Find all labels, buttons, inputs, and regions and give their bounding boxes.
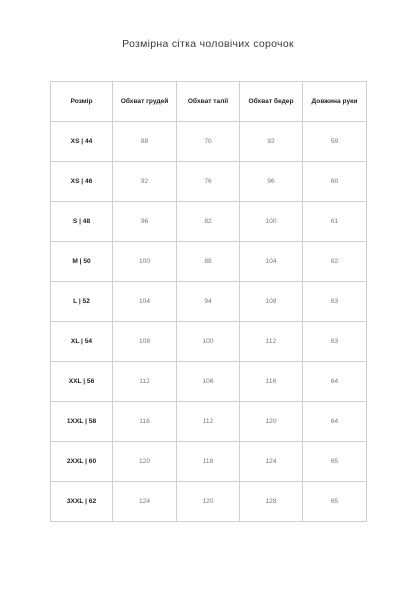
cell-sleeve: 65 [303, 442, 367, 482]
cell-chest: 92 [113, 162, 177, 202]
cell-chest: 120 [113, 442, 177, 482]
cell-size: L | 52 [51, 282, 113, 322]
cell-size: S | 48 [51, 202, 113, 242]
table-row [51, 322, 367, 362]
header-hips: Обхват бедер [240, 82, 303, 122]
cell-size: XXL | 56 [51, 362, 113, 402]
cell-size: XL | 54 [51, 322, 113, 362]
cell-waist: 76 [177, 162, 240, 202]
table-row [51, 242, 367, 282]
cell-waist: 118 [177, 442, 240, 482]
cell-waist: 82 [177, 202, 240, 242]
table-row [51, 282, 367, 322]
cell-sleeve: 63 [303, 322, 367, 362]
cell-size: XS | 44 [51, 122, 113, 162]
cell-sleeve: 60 [303, 162, 367, 202]
cell-chest: 100 [113, 242, 177, 282]
cell-hips: 120 [240, 402, 303, 442]
cell-chest: 104 [113, 282, 177, 322]
cell-chest: 112 [113, 362, 177, 402]
header-chest: Обхват грудей [113, 82, 177, 122]
cell-sleeve: 62 [303, 242, 367, 282]
table-header-row [51, 82, 367, 122]
cell-chest: 88 [113, 122, 177, 162]
cell-hips: 112 [240, 322, 303, 362]
page-title: Розмірна сітка чоловічих сорочок [122, 38, 294, 50]
cell-sleeve: 61 [303, 202, 367, 242]
cell-size: XS | 46 [51, 162, 113, 202]
cell-size: 1XXL | 58 [51, 402, 113, 442]
cell-waist: 112 [177, 402, 240, 442]
header-size: Розмір [51, 82, 113, 122]
cell-chest: 124 [113, 482, 177, 522]
cell-hips: 128 [240, 482, 303, 522]
cell-hips: 104 [240, 242, 303, 282]
cell-hips: 116 [240, 362, 303, 402]
cell-sleeve: 59 [303, 122, 367, 162]
header-sleeve: Довжина руки [303, 82, 367, 122]
cell-waist: 88 [177, 242, 240, 282]
size-chart-table [50, 81, 367, 522]
cell-hips: 108 [240, 282, 303, 322]
cell-chest: 116 [113, 402, 177, 442]
header-waist: Обхват талії [177, 82, 240, 122]
cell-sleeve: 63 [303, 282, 367, 322]
cell-waist: 94 [177, 282, 240, 322]
table-row [51, 202, 367, 242]
cell-chest: 108 [113, 322, 177, 362]
cell-waist: 106 [177, 362, 240, 402]
table-body [51, 122, 367, 522]
cell-sleeve: 65 [303, 482, 367, 522]
cell-hips: 92 [240, 122, 303, 162]
table-row [51, 362, 367, 402]
cell-chest: 96 [113, 202, 177, 242]
table-row [51, 442, 367, 482]
cell-size: 3XXL | 62 [51, 482, 113, 522]
cell-hips: 124 [240, 442, 303, 482]
cell-hips: 96 [240, 162, 303, 202]
cell-size: 2XXL | 60 [51, 442, 113, 482]
cell-sleeve: 64 [303, 362, 367, 402]
cell-sleeve: 64 [303, 402, 367, 442]
cell-waist: 100 [177, 322, 240, 362]
table-row [51, 122, 367, 162]
cell-size: M | 50 [51, 242, 113, 282]
cell-waist: 120 [177, 482, 240, 522]
table-row [51, 482, 367, 522]
cell-waist: 70 [177, 122, 240, 162]
table-row [51, 402, 367, 442]
table-row [51, 162, 367, 202]
cell-hips: 100 [240, 202, 303, 242]
